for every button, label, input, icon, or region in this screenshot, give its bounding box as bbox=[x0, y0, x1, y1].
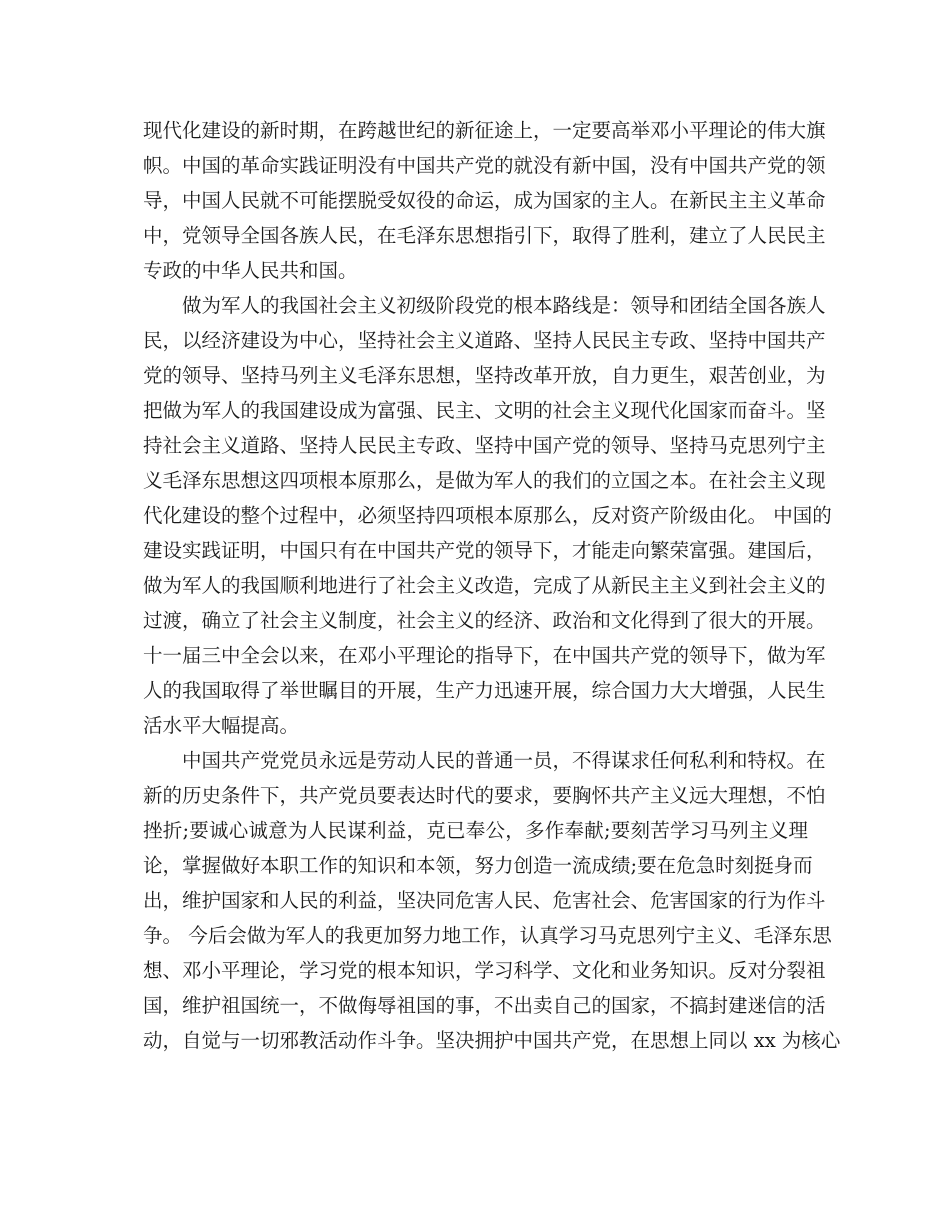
text-line: 代化建设的整个过程中，必须坚持四项根本原那么，反对资产阶级由化。 中国的 bbox=[143, 504, 832, 527]
text-line: 想、邓小平理论，学习党的根本知识，学习科学、文化和业务知识。反对分裂祖 bbox=[143, 959, 826, 982]
text-line: 论，掌握做好本职工作的知识和本领，努力创造一流成绩;要在危急时刻挺身而 bbox=[143, 854, 813, 877]
text-line: 活水平大幅提高。 bbox=[143, 714, 300, 737]
text-line: 做为军人的我国社会主义初级阶段党的根本路线是：领导和团结全国各族人 bbox=[182, 294, 826, 317]
text-line: 争。 今后会做为军人的我更加努力地工作，认真学习马克思列宁主义、毛泽东思 bbox=[143, 924, 832, 947]
text-line: 中，党领导全国各族人民，在毛泽东思想指引下，取得了胜利，建立了人民民主 bbox=[143, 224, 826, 247]
text-line: 持社会主义道路、坚持人民民主专政、坚持中国产党的领导、坚持马克思列宁主 bbox=[143, 434, 826, 457]
text-line: 新的历史条件下，共产党员要表达时代的要求，要胸怀共产主义远大理想，不怕 bbox=[143, 784, 826, 807]
paragraph-2 bbox=[143, 288, 832, 743]
text-line: 帜。中国的革命实践证明没有中国共产党的就没有新中国，没有中国共产党的领 bbox=[143, 154, 826, 177]
text-line: 民，以经济建设为中心，坚持社会主义道路、坚持人民民主专政、坚持中国共产 bbox=[143, 329, 826, 352]
text-line: 动，自觉与一切邪教活动作斗争。坚决拥护中国共产党，在思想上同以 xx 为核心 bbox=[143, 1029, 841, 1052]
text-line: 中国共产党党员永远是劳动人民的普通一员，不得谋求任何私利和特权。在 bbox=[182, 749, 826, 772]
text-line: 义毛泽东思想这四项根本原那么，是做为军人的我们的立国之本。在社会主义现 bbox=[143, 469, 826, 492]
text-line: 导，中国人民就不可能摆脱受奴役的命运，成为国家的主人。在新民主主义革命 bbox=[143, 189, 826, 212]
text-line: 把做为军人的我国建设成为富强、民主、文明的社会主义现代化国家而奋斗。坚 bbox=[143, 399, 826, 422]
text-line: 人的我国取得了举世瞩目的开展，生产力迅速开展，综合国力大大增强，人民生 bbox=[143, 679, 826, 702]
paragraph-1 bbox=[143, 113, 826, 288]
text-line: 过渡，确立了社会主义制度，社会主义的经济、政治和文化得到了很大的开展。 bbox=[143, 609, 826, 632]
text-line: 专政的中华人民共和国。 bbox=[143, 259, 358, 282]
text-line: 出，维护国家和人民的利益，坚决同危害人民、危害社会、危害国家的行为作斗 bbox=[143, 889, 826, 912]
text-line: 建设实践证明，中国只有在中国共产党的领导下，才能走向繁荣富强。建国后， bbox=[143, 539, 826, 562]
text-line: 挫折;要诚心诚意为人民谋利益，克已奉公，多作奉献;要刻苦学习马列主义理 bbox=[143, 819, 808, 842]
text-line: 做为军人的我国顺利地进行了社会主义改造，完成了从新民主主义到社会主义的 bbox=[143, 574, 826, 597]
text-line: 十一届三中全会以来，在邓小平理论的指导下，在中国共产党的领导下，做为军 bbox=[143, 644, 826, 667]
text-line: 党的领导、坚持马列主义毛泽东思想，坚持改革开放，自力更生，艰苦创业，为 bbox=[143, 364, 826, 387]
text-line: 国，维护祖国统一，不做侮辱祖国的事，不出卖自己的国家，不搞封建迷信的活 bbox=[143, 994, 826, 1017]
text-line: 现代化建设的新时期，在跨越世纪的新征途上，一定要高举邓小平理论的伟大旗 bbox=[143, 119, 826, 142]
paragraph-3 bbox=[143, 743, 841, 1058]
document-body bbox=[143, 113, 841, 1058]
